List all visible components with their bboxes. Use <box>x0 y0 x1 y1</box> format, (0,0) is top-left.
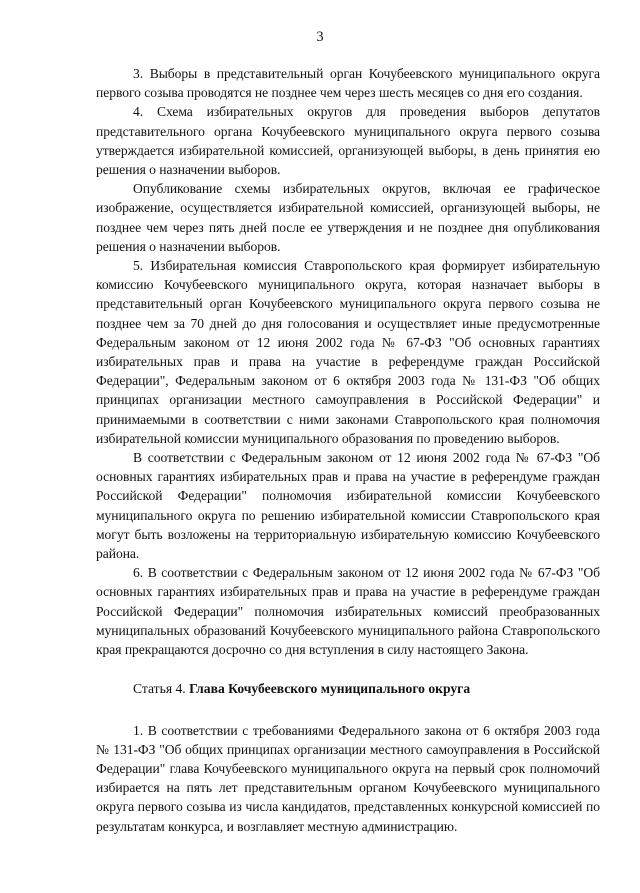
article-number: Статья 4. <box>133 681 190 697</box>
paragraph-article3-item5-powers: В соответствии с Федеральным законом от 12 июня 2002 года № 67-ФЗ "Об основных гарантиях избирательных прав и права на участие в референдуме граждан Российской Федерации" полномочия избирательной комиссии Кочубеевского муниципального округа по решению избирательной комиссии Ставропольского края могут быть возложены на территориальную избирательную комиссию Кочубеевского района. <box>96 450 600 562</box>
paragraph-article4-item1: 1. В соответствии с требованиями Федерального закона от 6 октября 2003 года № 131-ФЗ "Об общих принципах организации местного самоуправления в Российской Федерации" глава Кочубеевского муниципального округа на первый срок полномочий избирается на пять лет представительным органом Кочубеевского муниципального округа первого созыва из числа кандидатов, представленных конкурсной комиссией по результатам конкурса, и возглавляет местную администрацию. <box>96 722 600 834</box>
paragraph-article3-item6: 6. В соответствии с Федеральным законом от 12 июня 2002 года № 67-ФЗ "Об основных гарантиях избирательных прав и права на участие в референдуме граждан Российской Федерации" полномочия избирательных комиссий преобразованных муниципальных образований Кочубеевского муниципального района Ставропольского края прекращаются досрочно со дня вступления в силу настоящего Закона. <box>96 565 600 658</box>
document-body <box>96 64 600 836</box>
article-heading <box>96 679 600 698</box>
paragraph-article3-item3: 3. Выборы в представительный орган Кочубеевского муниципального округа первого созыва проводятся не позднее чем через шесть месяцев со дня его создания. <box>96 66 600 101</box>
paragraph-article3-item5: 5. Избирательная комиссия Ставропольского края формирует избирательную комиссию Кочубеевского муниципального округа, которая назначает выборы в представительный орган Кочубеевского муниципального округа первого созыва не позднее чем за 70 дней до дня голосования и осуществляет иные предусмотренные Федеральным законом от 12 июня 2002 года № 67-ФЗ "Об основных гарантиях избирательных прав и права на участие в референдуме граждан Российской Федерации", Федеральным законом от 6 октября 2003 года № 131-ФЗ "Об общих принципах организации местного самоуправления в Российской Федерации" и принимаемыми в соответствии с ними законами Ставропольского края полномочия избирательной комиссии муниципального образования по проведению выборов. <box>96 258 600 446</box>
page-number: 3 <box>316 29 324 45</box>
paragraph-article3-item4: 4. Схема избирательных округов для проведения выборов депутатов представительного органа Кочубеевского муниципального округа первого созыва утверждается избирательной комиссией, организующей выборы, в день принятия ею решения о назначении выборов. <box>96 104 600 178</box>
paragraph-article3-item4-publication: Опубликование схемы избирательных округов, включая ее графическое изображение, осуществляется избирательной комиссией, организующей выборы, не позднее чем через пять дней после ее утверждения и не позднее дня опубликования решения о назначении выборов. <box>96 181 600 254</box>
article-title: Глава Кочубеевского муниципального округа <box>189 681 471 697</box>
